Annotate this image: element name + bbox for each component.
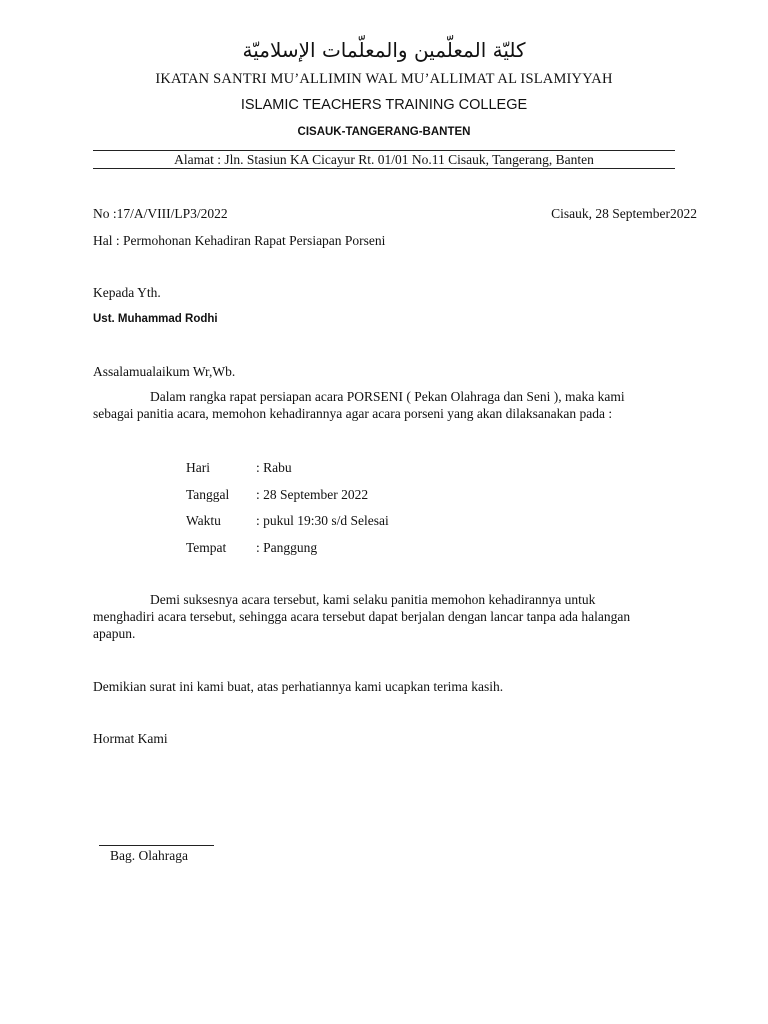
detail-value-hari: : Rabu	[256, 460, 292, 475]
recipient-greeting: Kepada Yth.	[93, 285, 161, 300]
detail-label-tanggal: Tanggal	[186, 487, 230, 502]
paragraph-2-line-1: Demi suksesnya acara tersebut, kami selaku panitia memohon kehadirannya untuk	[150, 592, 596, 607]
recipient-name: Ust. Muhammad Rodhi	[93, 313, 218, 325]
letter-number: No :17/A/VIII/LP3/2022	[93, 206, 228, 221]
detail-label-hari: Hari	[186, 460, 210, 475]
detail-value-tanggal: : 28 September 2022	[256, 487, 369, 502]
paragraph-1-line-2: sebagai panitia acara, memohon kehadirannya agar acara porseni yang akan dilaksanakan pada :	[93, 406, 613, 421]
letterhead-college-name: ISLAMIC TEACHERS TRAINING COLLEGE	[240, 97, 528, 113]
paragraph-2-line-2: menghadiri acara tersebut, sehingga acara tersebut dapat berjalan dengan lancar tanpa ada halangan	[93, 609, 631, 624]
detail-label-waktu: Waktu	[186, 513, 221, 528]
letterhead-bottom-rule	[93, 168, 675, 169]
salutation: Assalamualaikum Wr,Wb.	[93, 364, 236, 379]
letterhead-location: CISAUK-TANGERANG-BANTEN	[297, 126, 471, 138]
letterhead-top-rule	[93, 150, 675, 151]
letterhead-address: Alamat : Jln. Stasiun KA Cicayur Rt. 01/01 No.11 Cisauk, Tangerang, Banten	[174, 152, 594, 167]
letterhead-org-name: IKATAN SANTRI MU’ALLIMIN WAL MU’ALLIMAT AL ISLAMIYYAH	[155, 71, 613, 87]
regards: Hormat Kami	[93, 731, 168, 746]
paragraph-1-line-1: Dalam rangka rapat persiapan acara PORSENI ( Pekan Olahraga dan Seni ), maka kami	[150, 389, 625, 404]
signature-line	[99, 845, 214, 846]
detail-label-tempat: Tempat	[186, 540, 227, 555]
paragraph-2-line-3: apapun.	[93, 626, 136, 641]
detail-value-tempat: : Panggung	[256, 540, 318, 555]
closing-statement: Demikian surat ini kami buat, atas perhatiannya kami ucapkan terima kasih.	[93, 679, 504, 694]
detail-value-waktu: : pukul 19:30 s/d Selesai	[256, 513, 389, 528]
signatory-role: Bag. Olahraga	[110, 848, 188, 863]
letter-subject: Hal : Permohonan Kehadiran Rapat Persiapan Porseni	[93, 233, 386, 248]
letter-place-date: Cisauk, 28 September2022	[551, 206, 697, 221]
letterhead-arabic-title: كليّة المعلّمين والمعلّمات الإسلاميّة	[242, 38, 526, 62]
